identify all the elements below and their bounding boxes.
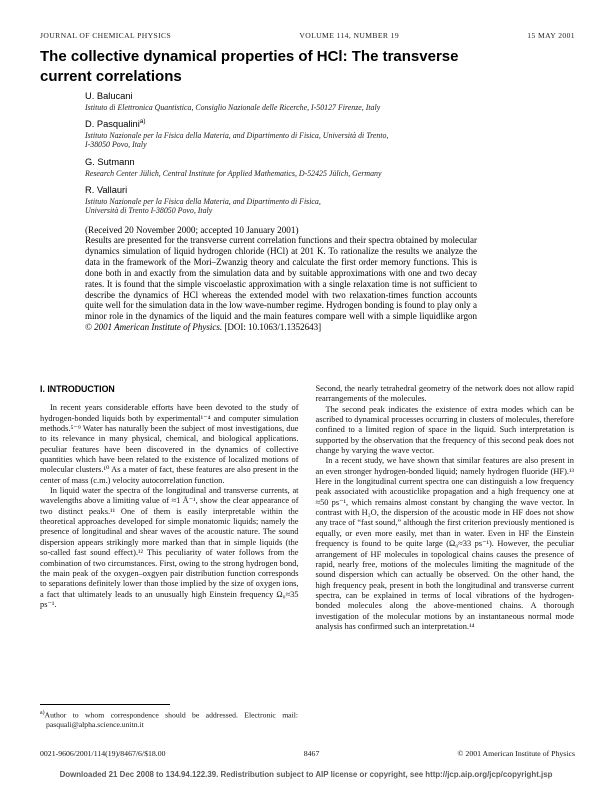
author-name: D. Pasqualini$^{a)}$ xyxy=(85,118,146,130)
author-affiliation: I-38050 Povo, Italy xyxy=(85,140,147,150)
author-name: U. Balucani xyxy=(85,91,133,102)
author-entry xyxy=(85,154,515,178)
author-affiliation: Istituto Nazionale per la Fisica della Materia, and Dipartimento di Fisica, Università di Trento, xyxy=(85,130,389,140)
footer-page-number: 8467 xyxy=(303,749,320,758)
author-name: G. Sutmann xyxy=(85,157,135,168)
author-name: R. Vallauri xyxy=(85,185,128,196)
body-paragraph: In liquid water the spectra of the longitudinal and transverse currents, at wavelengths above a limiting value of ≈1 Å⁻¹, show the clear appearance of two distinct peaks.¹¹ One of them is easily interpretable within the theoretical approaches developed for simple monatomic liquids; namely the presence of longitudinal and shear waves of the acoustic nature. The sound dispersion appears strikingly more marked than that in simple liquids (the so-called fast sound effect).¹² This peculiarity of water follows from the combination of two circumstances. First, owing to the strong hydrogen bond, the main peak of the oxygen–oxgyen pair distribution function corresponds to separations definitely lower than those implied by the size of oxygen ions, a fact that ultimately leads to an unusually high Einstein frequency Ω₀≈35 ps⁻¹. xyxy=(40,486,299,609)
right-column xyxy=(316,384,575,632)
left-column xyxy=(40,384,299,632)
body-paragraph: The second peak indicates the existence of extra modes which can be ascribed to dynamical processes occurring in clusters of molecules, therefore confined to a limited region of space in the liquid. Such interpretation is supported by the observation that the frequency of this second peak does not change by varying the wave vector. xyxy=(315,404,574,456)
body-columns xyxy=(40,384,574,632)
body-paragraph: Second, the nearly tetrahedral geometry of the network does not allow rapid rearrangements of the molecules. xyxy=(315,384,574,404)
author-footnote-marker: a) xyxy=(139,118,146,126)
running-header xyxy=(40,31,575,40)
footnote-divider xyxy=(40,704,170,705)
author-affiliation: Research Center Jülich, Central Institute for Applied Mathematics, D-52425 Jülich, Germany xyxy=(85,168,382,178)
author-entry xyxy=(85,182,515,216)
volume-issue: VOLUME 114, NUMBER 19 xyxy=(299,31,400,40)
author-entry xyxy=(85,116,515,150)
section-heading-introduction: I. INTRODUCTION xyxy=(40,384,115,394)
abstract-copyright: © 2001 American Institute of Physics. xyxy=(85,322,223,333)
download-notice: Downloaded 21 Dec 2008 to 134.94.122.39. Redistribution subject to AIP license or copyright, see http://jcp.aip.org/jcp/copyright.jsp xyxy=(59,770,553,779)
footnote-marker: a) xyxy=(40,710,45,716)
page-footer xyxy=(40,749,575,758)
issue-date: 15 MAY 2001 xyxy=(527,31,575,40)
body-paragraph: In a recent study, we have shown that similar features are also present in an even stronger hydrogen-bonded liquid; namely hydrogen fluoride (HF).¹³ Here in the longitudinal current spectra one can distinguish a low frequency peak associated with acousticlike propagation and a high frequency one at ≈50 ps⁻¹, which remains almost constant by changing the wave vector. In contrast with H₂O, the dispersion of the acoustic mode in HF does not show any trace of “fast sound,” although the first criterion previously mentioned is equally, or even more easily, met than in water. Even in HF the Einstein frequency is found to be quite large (Ω₀≈33 ps⁻¹). However, the peculiar arrangement of HF molecules in topological chains causes the presence of rapid, nearly free, motions of the molecules limiting the magnitude of the sound dispersion which can actually be observed. On the other hand, the high frequency peak, present in both the longitudinal and transverse current spectra, can be explained in terms of local vibrations of the hydrogen-bonded molecules along the above-mentioned chains. A thorough investigation of the molecular motions by an instantaneous normal mode analysis has confirmed such an interpretation.¹⁴ xyxy=(315,456,574,631)
footer-copyright: © 2001 American Institute of Physics xyxy=(457,749,575,758)
footnote-text: $^{a)}$Author to whom correspondence should be addressed. Electronic mail: pasquali@alpha.science.unitn.it xyxy=(40,710,298,729)
body-paragraph: In recent years considerable efforts have been devoted to the study of hydrogen-bonded liquids both by experimental¹⁻⁴ and computer simulation methods.⁵⁻⁹ Water has naturally been the subject of most investigations, due to its relevance in many physical, chemical, and biological applications. peculiar features have been discovered in the dynamics of collective quantities which have been related to the existence of localized motions of molecular clusters.¹⁰ As a mater of fact, these features are also present in the center of mass (c.m.) velocity autocorrelation function. xyxy=(40,403,299,485)
author-affiliation: Istituto Nazionale per la Fisica della Materia, and Dipartimento di Fisica, xyxy=(85,196,321,206)
abstract-doi: [DOI: 10.1063/1.1352643] xyxy=(224,322,322,333)
author-footnote xyxy=(40,704,298,729)
footer-issn-code: 0021-9606/2001/114(19)/8467/6/$18.00 xyxy=(40,749,166,758)
abstract-text: Results are presented for the transverse current correlation functions and their spectra obtained by molecular dynamics simulation of liquid hydrogen chloride (HCl) at 201 K. To rationalize the results we analyze the data in the framework of the Mori–Zwanzig theory and calculate the first order memory functions. This is done both in and exactly from the simulation data and by suitable approximations with one and two decay rates. It is found that the simple viscoelastic approximation with a single relaxation time is not sufficient to describe the dynamics of HCl whereas the extended model with two relaxation-times function accounts quite well for the simulation data in the low wave-number regime. Hydrogen bonding is found to play only a minor role in the dynamics of the liquid and the main features compare well with a simple liquidlike argon xyxy=(85,235,477,322)
author-affiliation: Istituto di Elettronica Quantistica, Consiglio Nazionale delle Ricerche, I-50127 Firenze, Italy xyxy=(85,102,381,112)
journal-name: JOURNAL OF CHEMICAL PHYSICS xyxy=(40,31,172,40)
article-title-line1: The collective dynamical properties of HCl: The transverse xyxy=(40,48,459,65)
abstract xyxy=(85,235,477,333)
author-entry xyxy=(85,88,515,112)
article-title-line2: current correlations xyxy=(40,67,182,85)
authors-section xyxy=(85,88,515,235)
received-dates: (Received 20 November 2000; accepted 10 January 2001) xyxy=(85,224,299,235)
article-title xyxy=(40,47,540,86)
author-affiliation: Università di Trento I-38050 Povo, Italy xyxy=(85,206,213,216)
